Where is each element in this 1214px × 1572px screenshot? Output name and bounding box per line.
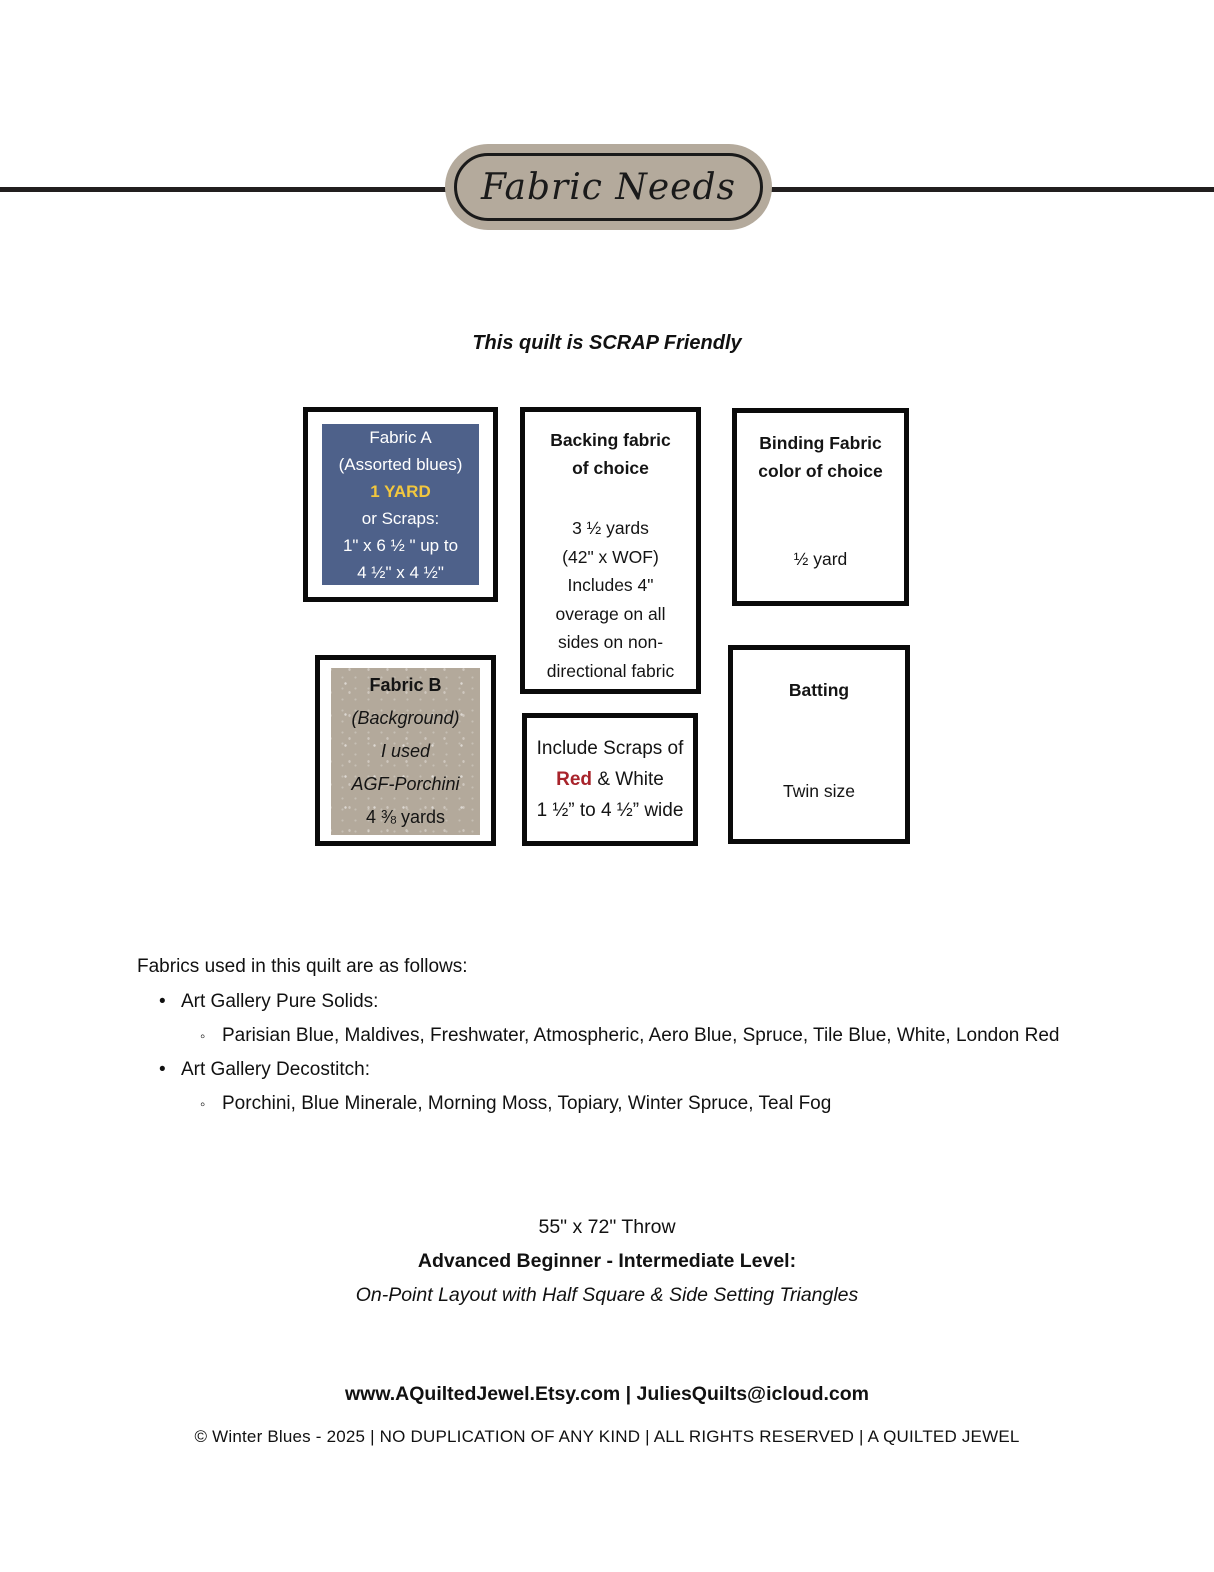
- fabrics-list-intro: Fabrics used in this quilt are as follows:: [137, 956, 468, 977]
- fabrics-list: [137, 956, 1059, 1127]
- scrap-friendly-note: This quilt is SCRAP Friendly: [472, 332, 742, 354]
- list-item-label: Art Gallery Pure Solids:: [181, 991, 379, 1012]
- binding-yardage: ½ yard: [793, 549, 848, 569]
- scraps-red-word: Red: [556, 769, 593, 790]
- list-subitem: [137, 1093, 1059, 1115]
- fabric-a-or-scraps: or Scraps:: [361, 508, 440, 528]
- scraps-white-word: & White: [592, 769, 664, 790]
- fabric-a-swatch: [322, 424, 479, 585]
- backing-title: Backing fabric of choice: [550, 430, 671, 478]
- fabric-b-swatch: [331, 668, 480, 835]
- fabric-a-scrap-size-1: 1" x 6 ½ " up to: [342, 535, 459, 555]
- fabric-a-yardage: 1 YARD: [370, 481, 431, 501]
- fabric-b-title: Fabric B: [369, 675, 442, 695]
- skill-level: Advanced Beginner - Intermediate Level:: [417, 1250, 797, 1272]
- list-subitem-label: Parisian Blue, Maldives, Freshwater, Atmospheric, Aero Blue, Spruce, Tile Blue, White, London Red: [222, 1025, 1060, 1046]
- binding-fabric-box: [732, 408, 909, 606]
- contact-line: www.AQuiltedJewel.Etsy.com | JuliesQuilts@icloud.com: [344, 1383, 869, 1405]
- fabric-needs-badge: [445, 144, 772, 230]
- list-subitem-label: Porchini, Blue Minerale, Morning Moss, Topiary, Winter Spruce, Teal Fog: [222, 1093, 832, 1114]
- backing-details: 3 ½ yards (42" x WOF) Includes 4" overage on all sides on non- directional fabric: [546, 518, 675, 681]
- copyright-line: © Winter Blues - 2025 | NO DUPLICATION OF ANY KIND | ALL RIGHTS RESERVED | A QUILTED JEWEL: [194, 1427, 1020, 1446]
- page-title: Fabric Needs: [481, 166, 736, 208]
- fabric-a-subtitle: (Assorted blues): [338, 454, 463, 474]
- fabric-a-box: [303, 407, 498, 602]
- bullet-dot-icon: •: [159, 991, 166, 1012]
- scraps-line3: 1 ½” to 4 ½” wide: [536, 800, 684, 821]
- list-subitem: [137, 1025, 1059, 1047]
- batting-size: Twin size: [783, 781, 855, 801]
- fabric-a-title: Fabric A: [369, 427, 432, 447]
- list-item: [137, 991, 1059, 1013]
- fabric-b-used-line1: I used: [380, 741, 431, 761]
- scraps-line1: Include Scraps of: [536, 738, 684, 759]
- layout-description: On-Point Layout with Half Square & Side Setting Triangles: [355, 1284, 859, 1306]
- binding-title: Binding Fabric color of choice: [758, 433, 883, 481]
- bullet-dot-icon: •: [159, 1059, 166, 1080]
- quilt-details: [0, 1210, 1214, 1312]
- list-item: [137, 1059, 1059, 1081]
- fabric-b-used-line2: AGF-Porchini: [351, 774, 460, 794]
- scraps-line2: [556, 764, 664, 795]
- bullet-circle-icon: ◦: [200, 1028, 206, 1045]
- fabric-b-yardage: 4 ⅜ yards: [365, 807, 446, 827]
- fabric-b-box: [315, 655, 496, 846]
- list-item-label: Art Gallery Decostitch:: [181, 1059, 370, 1080]
- batting-box: [728, 645, 910, 844]
- scraps-box: [522, 713, 698, 846]
- quilt-size: 55" x 72" Throw: [538, 1216, 676, 1238]
- backing-fabric-box: [520, 407, 701, 694]
- batting-title: Batting: [788, 680, 850, 700]
- fabric-a-scrap-size-2: 4 ½" x 4 ½": [357, 562, 444, 582]
- fabric-b-subtitle: (Background): [351, 708, 460, 728]
- bullet-circle-icon: ◦: [200, 1096, 206, 1113]
